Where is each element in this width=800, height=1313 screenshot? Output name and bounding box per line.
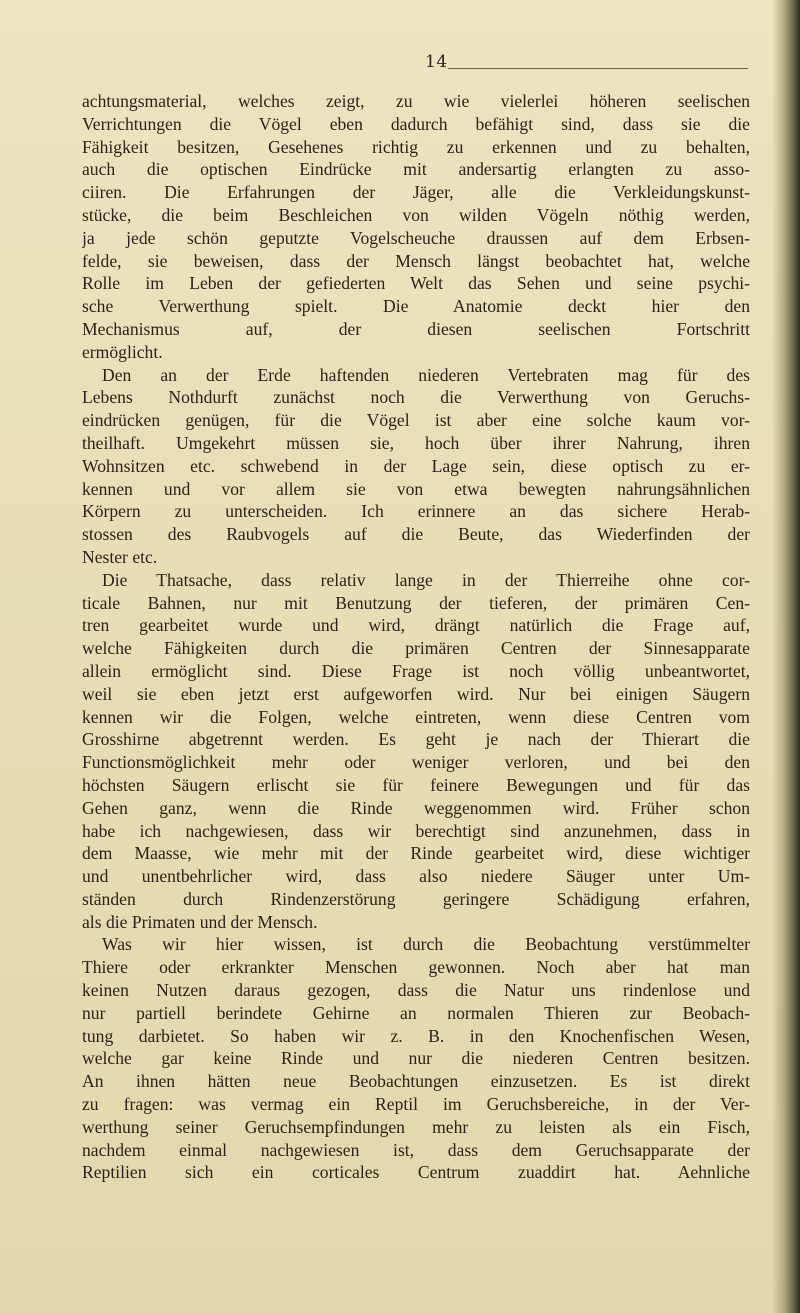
text-line: kennen wir die Folgen, welche eintreten, wenn diese Centren vom bbox=[82, 706, 750, 727]
header-rule bbox=[448, 68, 748, 69]
text-line: werthung seiner Geruchsempfindungen mehr zu leisten als ein Fisch, bbox=[82, 1116, 750, 1137]
text-line: Körpern zu unterscheiden. Ich erinnere an das sichere Herab- bbox=[82, 501, 750, 522]
text-line: ermöglicht. bbox=[82, 341, 163, 362]
text-line: Functionsmöglichkeit mehr oder weniger verloren, und bei den bbox=[82, 752, 750, 773]
text-line: Mechanismus auf, der diesen seelischen Fortschritt bbox=[82, 318, 750, 339]
text-line: ciiren. Die Erfahrungen der Jäger, alle die Verkleidungskunst- bbox=[82, 182, 750, 203]
text-line: welche Fähigkeiten durch die primären Centren der Sinnesapparate bbox=[82, 638, 750, 659]
text-line: nachdem einmal nachgewiesen ist, dass dem Geruchsapparate der bbox=[82, 1139, 750, 1160]
text-line: stücke, die beim Beschleichen von wilden Vögeln nöthig werden, bbox=[82, 204, 750, 225]
book-spine-shadow bbox=[772, 0, 800, 1313]
text-line: auch die optischen Eindrücke mit andersartig erlangten zu asso- bbox=[82, 159, 750, 180]
text-line: ticale Bahnen, nur mit Benutzung der tieferen, der primären Cen- bbox=[82, 592, 750, 613]
page-number: 14 bbox=[425, 52, 448, 72]
text-line: höchsten Säugern erlischt sie für feinere Bewegungen und für das bbox=[82, 774, 750, 795]
text-line: felde, sie beweisen, dass der Mensch längst beobachtet hat, welche bbox=[82, 250, 750, 271]
text-line: Fähigkeit besitzen, Gesehenes richtig zu erkennen und zu behalten, bbox=[82, 136, 750, 157]
text-line: Gehen ganz, wenn die Rinde weggenommen wird. Früher schon bbox=[82, 797, 750, 818]
text-line: tung darbietet. So haben wir z. B. in den Knochenfischen Wesen, bbox=[82, 1025, 750, 1046]
text-line: und unentbehrlicher wird, dass also niedere Säuger unter Um- bbox=[82, 866, 750, 887]
text-line: Grosshirne abgetrennt werden. Es geht je nach der Thierart die bbox=[82, 729, 750, 750]
text-line: allein ermöglicht sind. Diese Frage ist noch völlig unbeantwortet, bbox=[82, 660, 750, 681]
text-line: habe ich nachgewiesen, dass wir berechtigt sind anzunehmen, dass in bbox=[82, 820, 750, 841]
text-line: welche gar keine Rinde und nur die niederen Centren besitzen. bbox=[82, 1048, 750, 1069]
text-line: tren gearbeitet wurde und wird, drängt natürlich die Frage auf, bbox=[82, 615, 750, 636]
text-line: dem Maasse, wie mehr mit der Rinde gearbeitet wird, diese wichtiger bbox=[82, 843, 750, 864]
text-line: ständen durch Rindenzerstörung geringere Schädigung erfahren, bbox=[82, 888, 750, 909]
text-line: ja jede schön geputzte Vogelscheuche draussen auf dem Erbsen- bbox=[82, 227, 750, 248]
text-line: Rolle im Leben der gefiederten Welt das Sehen und seine psychi- bbox=[82, 273, 750, 294]
text-line: Thiere oder erkrankter Menschen gewonnen. Noch aber hat man bbox=[82, 957, 750, 978]
text-line: Wohnsitzen etc. schwebend in der Lage sein, diese optisch zu er- bbox=[82, 455, 750, 476]
text-line: Verrichtungen die Vögel eben dadurch befähigt sind, dass sie die bbox=[82, 113, 750, 134]
text-line: kennen und vor allem sie von etwa bewegten nahrungsähnlichen bbox=[82, 478, 750, 499]
text-line: als die Primaten und der Mensch. bbox=[82, 911, 318, 932]
text-line: achtungsmaterial, welches zeigt, zu wie vielerlei höheren seelischen bbox=[82, 91, 750, 111]
text-line: sche Verwerthung spielt. Die Anatomie deckt hier den bbox=[82, 296, 750, 317]
text-line: keinen Nutzen daraus gezogen, dass die Natur uns rindenlose und bbox=[82, 980, 750, 1001]
text-line: weil sie eben jetzt erst aufgeworfen wird. Nur bei einigen Säugern bbox=[82, 683, 750, 704]
text-line: Die Thatsache, dass relativ lange in der Thierreihe ohne cor- bbox=[102, 569, 750, 590]
text-line: Reptilien sich ein corticales Centrum zuaddirt hat. Aehnliche bbox=[82, 1162, 750, 1183]
text-line: An ihnen hätten neue Beobachtungen einzusetzen. Es ist direkt bbox=[82, 1071, 750, 1092]
text-line: Den an der Erde haftenden niederen Vertebraten mag für des bbox=[102, 364, 750, 385]
text-line: Nester etc. bbox=[82, 546, 158, 567]
text-line: theilhaft. Umgekehrt müssen sie, hoch über ihrer Nahrung, ihren bbox=[82, 432, 750, 453]
text-line: Lebens Nothdurft zunächst noch die Verwerthung von Geruchs- bbox=[82, 387, 750, 408]
text-line: stossen des Raubvogels auf die Beute, das Wiederfinden der bbox=[82, 524, 750, 545]
body-text bbox=[82, 90, 750, 1184]
text-line: eindrücken genügen, für die Vögel ist aber eine solche kaum vor- bbox=[82, 410, 750, 431]
text-line: nur partiell berindete Gehirne an normalen Thieren zur Beobach- bbox=[82, 1002, 750, 1023]
text-line: Was wir hier wissen, ist durch die Beobachtung verstümmelter bbox=[102, 934, 750, 955]
text-line: zu fragen: was vermag ein Reptil im Geruchsbereiche, in der Ver- bbox=[82, 1094, 750, 1115]
